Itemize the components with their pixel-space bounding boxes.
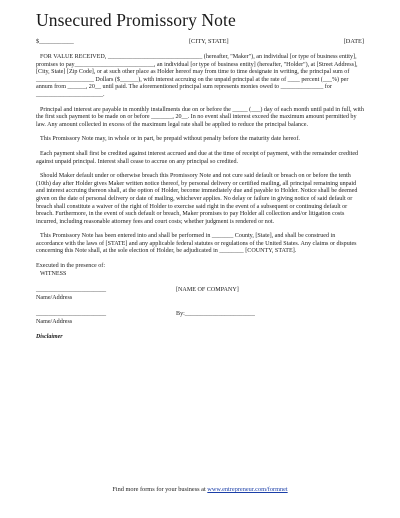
footer: [0, 486, 400, 493]
header-row: [36, 38, 364, 45]
paragraph-default: Should Maker default under or otherwise breach this Promissory Note and not cure said default or breach on or before the tenth (10th) day after Holder gives Maker written notice thereof, by personal delivery or certified mailing, all principal remaining unpaid and interest accruing thereon shall, at the option of Holder, become immediately due and payable to Holder. Notice shall be deemed given on the date of personal delivery or date of mailing, whichever applies. No delay or failure in giving notice of said default or breach shall constitute a waiver of the right of Holder to exercise said right in the event of a subsequent or continuing default or breach. Furthermore, in the event of such default or breach, Maker promises to pay Holder all collection and/or litigation costs incurred, including reasonable attorney fees and court costs; whether judgment is rendered or not.: [36, 173, 358, 225]
name-address-label-1: Name/Address: [36, 294, 73, 301]
paragraph-payment-credit: Each payment shall first be credited against interest accrued and due at the time of receipt of payment, with the remainder credited against unpaid principal. Interest shall cease to accrue on any principal so credited.: [36, 150, 359, 165]
paragraph-value-received: FOR VALUE RECEIVED, _______________________________ (hereafter, "Maker"), an individual [or type of business entity], promises to pay__________________________, an individual [or type of business entity] (hereafter, "Holder"), at [Street Address], [City, State] [Zip Code], or at such other place as Holder hereof may from time to time designate in writing, the principal sum of ___________________ Dollars ($______), with interest accruing on the unpaid principal at the rate of ____ percent (___%) per annum from ______, 20__ until paid. The aforementioned principal sum represents monies owed to ______________ for ______________________.: [36, 54, 358, 98]
signature-row-1: [36, 287, 364, 295]
paragraph-jurisdiction: This Promissory Note has been entered into and shall be performed in _______ County, [State], and shall be construed in accordance with the laws of [STATE] and any applicable federal statutes or regulations of the United States. Any claims or disputes concerning this Note shall, at the sole election of Holder, be adjudicated in ________ [COUNTY, STATE].: [36, 233, 357, 255]
by-signature-line: By:_______________________: [176, 311, 255, 318]
signature-row-2: [36, 311, 364, 319]
footer-link[interactable]: www.entrepreneur.com/formnet: [207, 486, 288, 493]
witness-signature-line-1: _______________________: [36, 287, 107, 294]
city-state-field: [CITY, STATE]: [188, 38, 229, 45]
witness-signature-line-2: _______________________: [36, 311, 107, 318]
executed-label: Executed in the presence of:: [36, 263, 106, 270]
document-title: Unsecured Promissory Note: [36, 10, 236, 30]
amount-field: $___________: [36, 38, 74, 45]
disclaimer-link[interactable]: Disclaimer: [36, 333, 63, 340]
name-address-label-2: Name/Address: [36, 319, 73, 326]
witness-label: WITNESS: [40, 270, 67, 277]
signature-block: [36, 263, 364, 341]
company-name-label: [NAME OF COMPANY]: [176, 287, 239, 294]
paragraph-installments: Principal and interest are payable in monthly installments due on or before the _____ (___) day of each month until paid in full, with the first such payment to be made on or before _______, 20__. In no event shall interest exceed the maximum amount permitted by law. Any amount collected in excess of the maximum legal rate shall be applied to reduce the principal balance.: [36, 106, 364, 128]
paragraph-prepayment: This Promissory Note may, in whole or in part, be prepaid without penalty before the maturity date hereof.: [40, 136, 300, 143]
date-field: [DATE]: [343, 38, 364, 45]
footer-text: Find more forms for your business at: [112, 486, 208, 493]
